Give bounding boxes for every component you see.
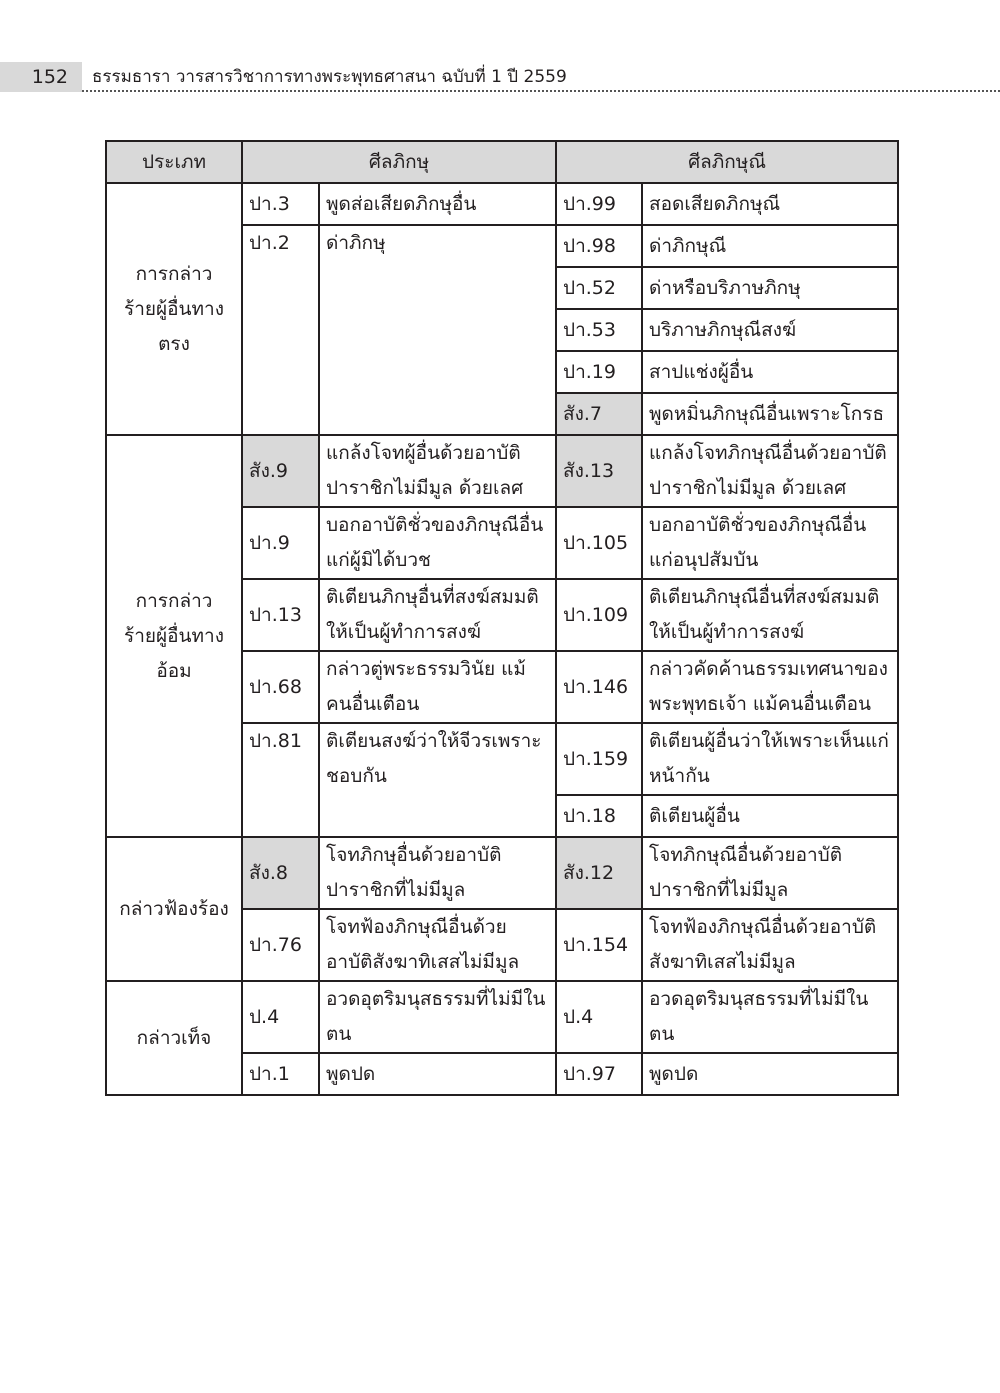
monk-desc [319,909,556,981]
desc-line: ปาราชิกไม่มีมูล ด้วยเลศ [326,477,524,499]
nun-code: ป.4 [556,981,642,1053]
category-line: ร้ายผู้อื่นทาง [123,297,224,320]
nun-desc: สาปแช่งผู้อื่น [642,351,898,393]
nun-desc [642,723,898,795]
desc-line: ติเตียนสงฆ์ว่าให้จีวรเพราะ [326,730,542,752]
desc-line: โจทฟ้องภิกษุณีอื่นด้วยอาบัติ [649,916,877,938]
nun-code: ปา.97 [556,1053,642,1095]
table-row [106,981,898,1053]
nun-desc: ติเตียนผู้อื่น [642,795,898,837]
monk-code: ปา.2 [242,225,319,435]
desc-line: ให้เป็นผู้ทำการสงฆ์ [326,621,482,643]
header-nun: ศีลภิกษุณี [556,141,898,183]
desc-line: ปาราชิกที่ไม่มีมูล [326,879,466,901]
monk-code: สัง.8 [242,837,319,909]
nun-code: ปา.99 [556,183,642,225]
desc-line: อาบัติสังฆาทิเสสไม่มีมูล [326,951,520,973]
table-row [106,183,898,225]
nun-desc: สอดเสียดภิกษุณี [642,183,898,225]
monk-desc [319,579,556,651]
desc-line: ปาราชิกที่ไม่มีมูล [649,879,789,901]
desc-line: อวดอุตริมนุสธรรมที่ไม่มีใน [326,988,546,1010]
nun-desc [642,651,898,723]
monk-desc: พูดส่อเสียดภิกษุอื่น [319,183,556,225]
category-line: กล่าวฟ้องร้อง [119,897,229,920]
monk-desc [319,507,556,579]
monk-code: ปา.3 [242,183,319,225]
nun-desc: อวดอุตริมนุสธรรมที่ไม่มีในตน [642,981,898,1053]
table-row [106,837,898,909]
monk-desc [319,837,556,909]
monk-desc [319,435,556,507]
monk-code: ปา.9 [242,507,319,579]
category-cell [106,981,242,1095]
monk-desc: ด่าภิกษุ [319,225,556,435]
category-line: ร้ายผู้อื่นทาง [123,624,224,647]
table-row [106,435,898,507]
running-header [0,62,1000,92]
dotted-rule [82,90,1000,92]
nun-desc: พูดปด [642,1053,898,1095]
monk-desc: พูดปด [319,1053,556,1095]
monk-desc [319,981,556,1053]
monk-code: ปา.13 [242,579,319,651]
running-title: ธรรมธารา วารสารวิชาการทางพระพุทธศาสนา ฉบับที่ 1 ปี 2559 [92,67,567,87]
nun-code: ปา.109 [556,579,642,651]
nun-code: ปา.159 [556,723,642,795]
desc-line: หน้ากัน [649,765,710,787]
desc-line: ชอบกัน [326,765,387,787]
monk-desc [319,723,556,837]
nun-code: ปา.53 [556,309,642,351]
desc-line: พระพุทธเจ้า แม้คนอื่นเตือน [649,693,872,715]
category-line: การกล่าว [135,262,213,285]
monk-code: ปา.1 [242,1053,319,1095]
nun-code: ปา.146 [556,651,642,723]
desc-line: โจทภิกษุอื่นด้วยอาบัติ [326,844,502,866]
nun-desc [642,435,898,507]
desc-line: แกล้งโจทภิกษุณีอื่นด้วยอาบัติ [649,442,887,464]
nun-desc: ด่าหรือบริภาษภิกษุ [642,267,898,309]
desc-line: กล่าวคัดค้านธรรมเทศนาของ [649,658,888,680]
desc-line: คนอื่นเตือน [326,693,420,715]
desc-line: ปาราชิกไม่มีมูล ด้วยเลศ [649,477,847,499]
category-line: กล่าวเท็จ [136,1026,212,1049]
nun-desc [642,507,898,579]
nun-code: ปา.154 [556,909,642,981]
desc-line: ติเตียนผู้อื่นว่าให้เพราะเห็นแก่ [649,730,889,752]
monk-code: ปา.81 [242,723,319,837]
nun-code: สัง.13 [556,435,642,507]
nun-desc: พูดหมิ่นภิกษุณีอื่นเพราะโกรธ [642,393,898,435]
monk-desc [319,651,556,723]
precepts-table [105,140,899,1096]
category-cell [106,435,242,837]
nun-desc: บริภาษภิกษุณีสงฆ์ [642,309,898,351]
nun-code: ปา.19 [556,351,642,393]
monk-code: ป.4 [242,981,319,1053]
monk-code: ปา.76 [242,909,319,981]
category-line: ตรง [158,332,190,355]
nun-code: สัง.7 [556,393,642,435]
category-cell [106,837,242,981]
monk-code: ปา.68 [242,651,319,723]
desc-line: โจทภิกษุณีอื่นด้วยอาบัติ [649,844,843,866]
category-line: อ้อม [156,659,192,682]
desc-line: ตน [326,1023,352,1045]
category-line: การกล่าว [135,589,213,612]
nun-desc [642,909,898,981]
nun-code: สัง.12 [556,837,642,909]
nun-desc [642,837,898,909]
nun-code: ปา.52 [556,267,642,309]
desc-line: โจทฟ้องภิกษุณีอื่นด้วย [326,916,507,938]
category-cell [106,183,242,435]
desc-line: บอกอาบัติชั่วของภิกษุณีอื่น [326,514,544,536]
desc-line: บอกอาบัติชั่วของภิกษุณีอื่น [649,514,867,536]
desc-line: ติเตียนภิกษุอื่นที่สงฆ์สมมติ [326,586,539,608]
table-header-row [106,141,898,183]
nun-code: ปา.18 [556,795,642,837]
nun-code: ปา.105 [556,507,642,579]
header-type: ประเภท [106,141,242,183]
desc-line: สังฆาทิเสสไม่มีมูล [649,951,796,973]
header-monk: ศีลภิกษุ [242,141,556,183]
desc-line: ให้เป็นผู้ทำการสงฆ์ [649,621,805,643]
monk-code: สัง.9 [242,435,319,507]
desc-line: แก่ผู้มิได้บวช [326,549,431,571]
desc-line: ติเตียนภิกษุณีอื่นที่สงฆ์สมมติ [649,586,880,608]
desc-line: แกล้งโจทผู้อื่นด้วยอาบัติ [326,442,521,464]
desc-line: กล่าวตู่พระธรรมวินัย แม้ [326,658,526,680]
nun-desc [642,579,898,651]
desc-line: แก่อนุปสัมบัน [649,549,759,571]
nun-desc: ด่าภิกษุณี [642,225,898,267]
nun-code: ปา.98 [556,225,642,267]
page-number: 152 [0,62,82,92]
